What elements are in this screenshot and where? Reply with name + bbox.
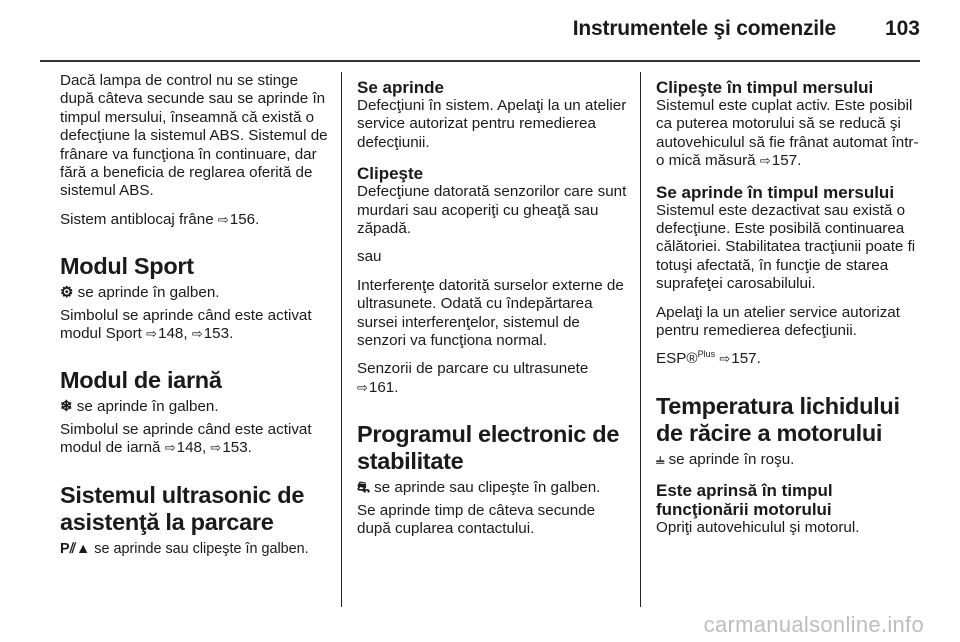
coolant-action: Opriţi autovehiculul şi motorul. — [656, 519, 860, 537]
sport-paragraph — [60, 307, 328, 344]
coolant-indicator-line — [656, 451, 924, 469]
winter-indicator-line — [60, 398, 328, 416]
page-number: 103 — [884, 17, 920, 40]
watermark: carmanualsonline.info — [703, 612, 924, 637]
column-divider — [341, 72, 342, 607]
column-divider — [640, 72, 641, 607]
sport-mode-icon: ⚙ — [60, 284, 74, 302]
sport-description: Simbolul se aprinde când este activat modul Sport — [60, 306, 312, 343]
esp-ref-name: ESP® — [656, 350, 698, 368]
blink-heading: Clipeşte — [357, 164, 424, 184]
sensors-reference — [357, 360, 627, 397]
blink-driving-heading: Clipeşte în timpul mersului — [656, 78, 874, 97]
page-header — [0, 0, 960, 60]
lit-driving-paragraph: Sistemul este dezactivat sau există o defecţiune. Este posibilă continuarea călătoriei. Stabilitatea tracţiunii poate fi totuşi afectată, în funcţie de starea suprafeţei carosabilului. — [656, 201, 916, 293]
service-paragraph: Apelaţi la un atelier service autorizat pentru remedierea defecţiunii. — [656, 303, 900, 340]
winter-heading: Modul de iarnă — [60, 367, 222, 394]
winter-description: Simbolul se aprinde când este activat modul de iarnă — [60, 420, 312, 457]
esp-plus-reference — [656, 350, 924, 368]
column-right — [656, 72, 924, 548]
reference-arrow-icon: ⇨ — [217, 211, 229, 227]
reference-arrow-icon: ⇨ — [357, 379, 368, 395]
reference-arrow-icon: ⇨ — [719, 351, 731, 367]
lit-heading: Se aprinde — [357, 78, 444, 97]
abs-reference — [60, 211, 328, 229]
coolant-indicator-text: se aprinde în roşu. — [668, 450, 795, 468]
abs-ref-text: Sistem antiblocaj frâne — [60, 210, 214, 228]
abs-ref-link[interactable]: 156. — [229, 210, 260, 228]
reference-arrow-icon: ⇨ — [164, 440, 176, 456]
esp-indicator-text: se aprinde sau clipeşte în galben. — [374, 479, 601, 497]
reference-arrow-icon: ⇨ — [191, 326, 203, 342]
sensors-ref-text: Senzorii de parcare cu ultrasunete — [357, 360, 589, 378]
interference-paragraph: Interferenţe datorită surselor externe de ultrasunete. Odată cu îndepărtarea sursei interferenţelor, sistemul de senzori va funcţiona normal. — [357, 276, 624, 350]
reference-arrow-icon: ⇨ — [146, 326, 158, 342]
sport-heading: Modul Sport — [60, 253, 194, 280]
lit-paragraph: Defecţiuni în sistem. Apelaţi la un atelier service autorizat pentru remedierea defecţiunii. — [357, 97, 627, 151]
coolant-temperature-icon: ⫨ — [656, 450, 665, 468]
blink-paragraph: Defecţiune datorată senzorilor care sunt murdari sau acoperiţi cu gheaţă sau zăpadă. — [357, 183, 627, 238]
winter-ref-link[interactable]: 153. — [222, 439, 252, 457]
sensors-ref-link[interactable]: 161. — [368, 378, 399, 396]
esp-skid-icon: ⛐ — [357, 479, 371, 497]
winter-paragraph — [60, 421, 328, 458]
esp-heading: Programul electronic de stabilitate — [357, 421, 620, 475]
coolant-subheading: Este aprinsă în timpul funcţionării motorului — [656, 481, 833, 520]
lit-driving-heading: Se aprinde în timpul mersului — [656, 182, 895, 202]
blink-driving-text: Sistemul este cuplat activ. Este posibil ca puterea motorului să se reducă şi autovehiculul să fie frânat automat într-o mică măsură — [656, 97, 919, 170]
or-text: sau — [357, 248, 382, 266]
esp-paragraph: Se aprinde timp de câteva secunde după cuplarea contactului. — [357, 501, 596, 538]
reference-arrow-icon: ⇨ — [759, 153, 771, 169]
reference-arrow-icon: ⇨ — [210, 440, 222, 456]
sport-ref-link[interactable]: 153. — [203, 325, 234, 343]
blink-driving-paragraph — [656, 97, 924, 171]
abs-paragraph: Dacă lampa de control nu se stinge după câteva secunde sau se aprinde în timpul mersului, înseamnă că există o defecţiune la sistemul ABS. Sistemul de frânare va funcţiona în continuare, dar fără a beneficia de reglarea oferită de sistemul ABS. — [60, 72, 328, 200]
coolant-heading: Temperatura lichidului de răcire a motorului — [656, 392, 900, 446]
winter-indicator-text: se aprinde în galben. — [76, 398, 219, 416]
winter-ref-link[interactable]: 148, — [176, 439, 207, 457]
blink-ref-link[interactable]: 157. — [771, 152, 802, 170]
column-middle — [357, 72, 627, 549]
esp-indicator-line — [357, 479, 627, 497]
sport-indicator-line — [60, 284, 328, 302]
parking-heading: Sistemul ultrasonic de asistenţă la parcare — [60, 481, 305, 535]
sport-indicator-text: se aprinde în galben. — [77, 284, 220, 302]
parking-indicator-text: se aprinde sau clipeşte în galben. — [94, 540, 309, 557]
section-title: Instrumentele şi comenzile — [572, 17, 836, 40]
snowflake-icon: ❄ — [60, 398, 73, 416]
esp-ref-sup: Plus — [697, 349, 716, 360]
header-divider — [40, 60, 920, 62]
column-left — [60, 72, 328, 568]
parking-indicator-line — [60, 540, 328, 558]
esp-plus-ref-link[interactable]: 157. — [731, 350, 761, 368]
sport-ref-link[interactable]: 148, — [158, 325, 188, 343]
parking-sensor-icon: P⫽▲ — [60, 540, 91, 557]
